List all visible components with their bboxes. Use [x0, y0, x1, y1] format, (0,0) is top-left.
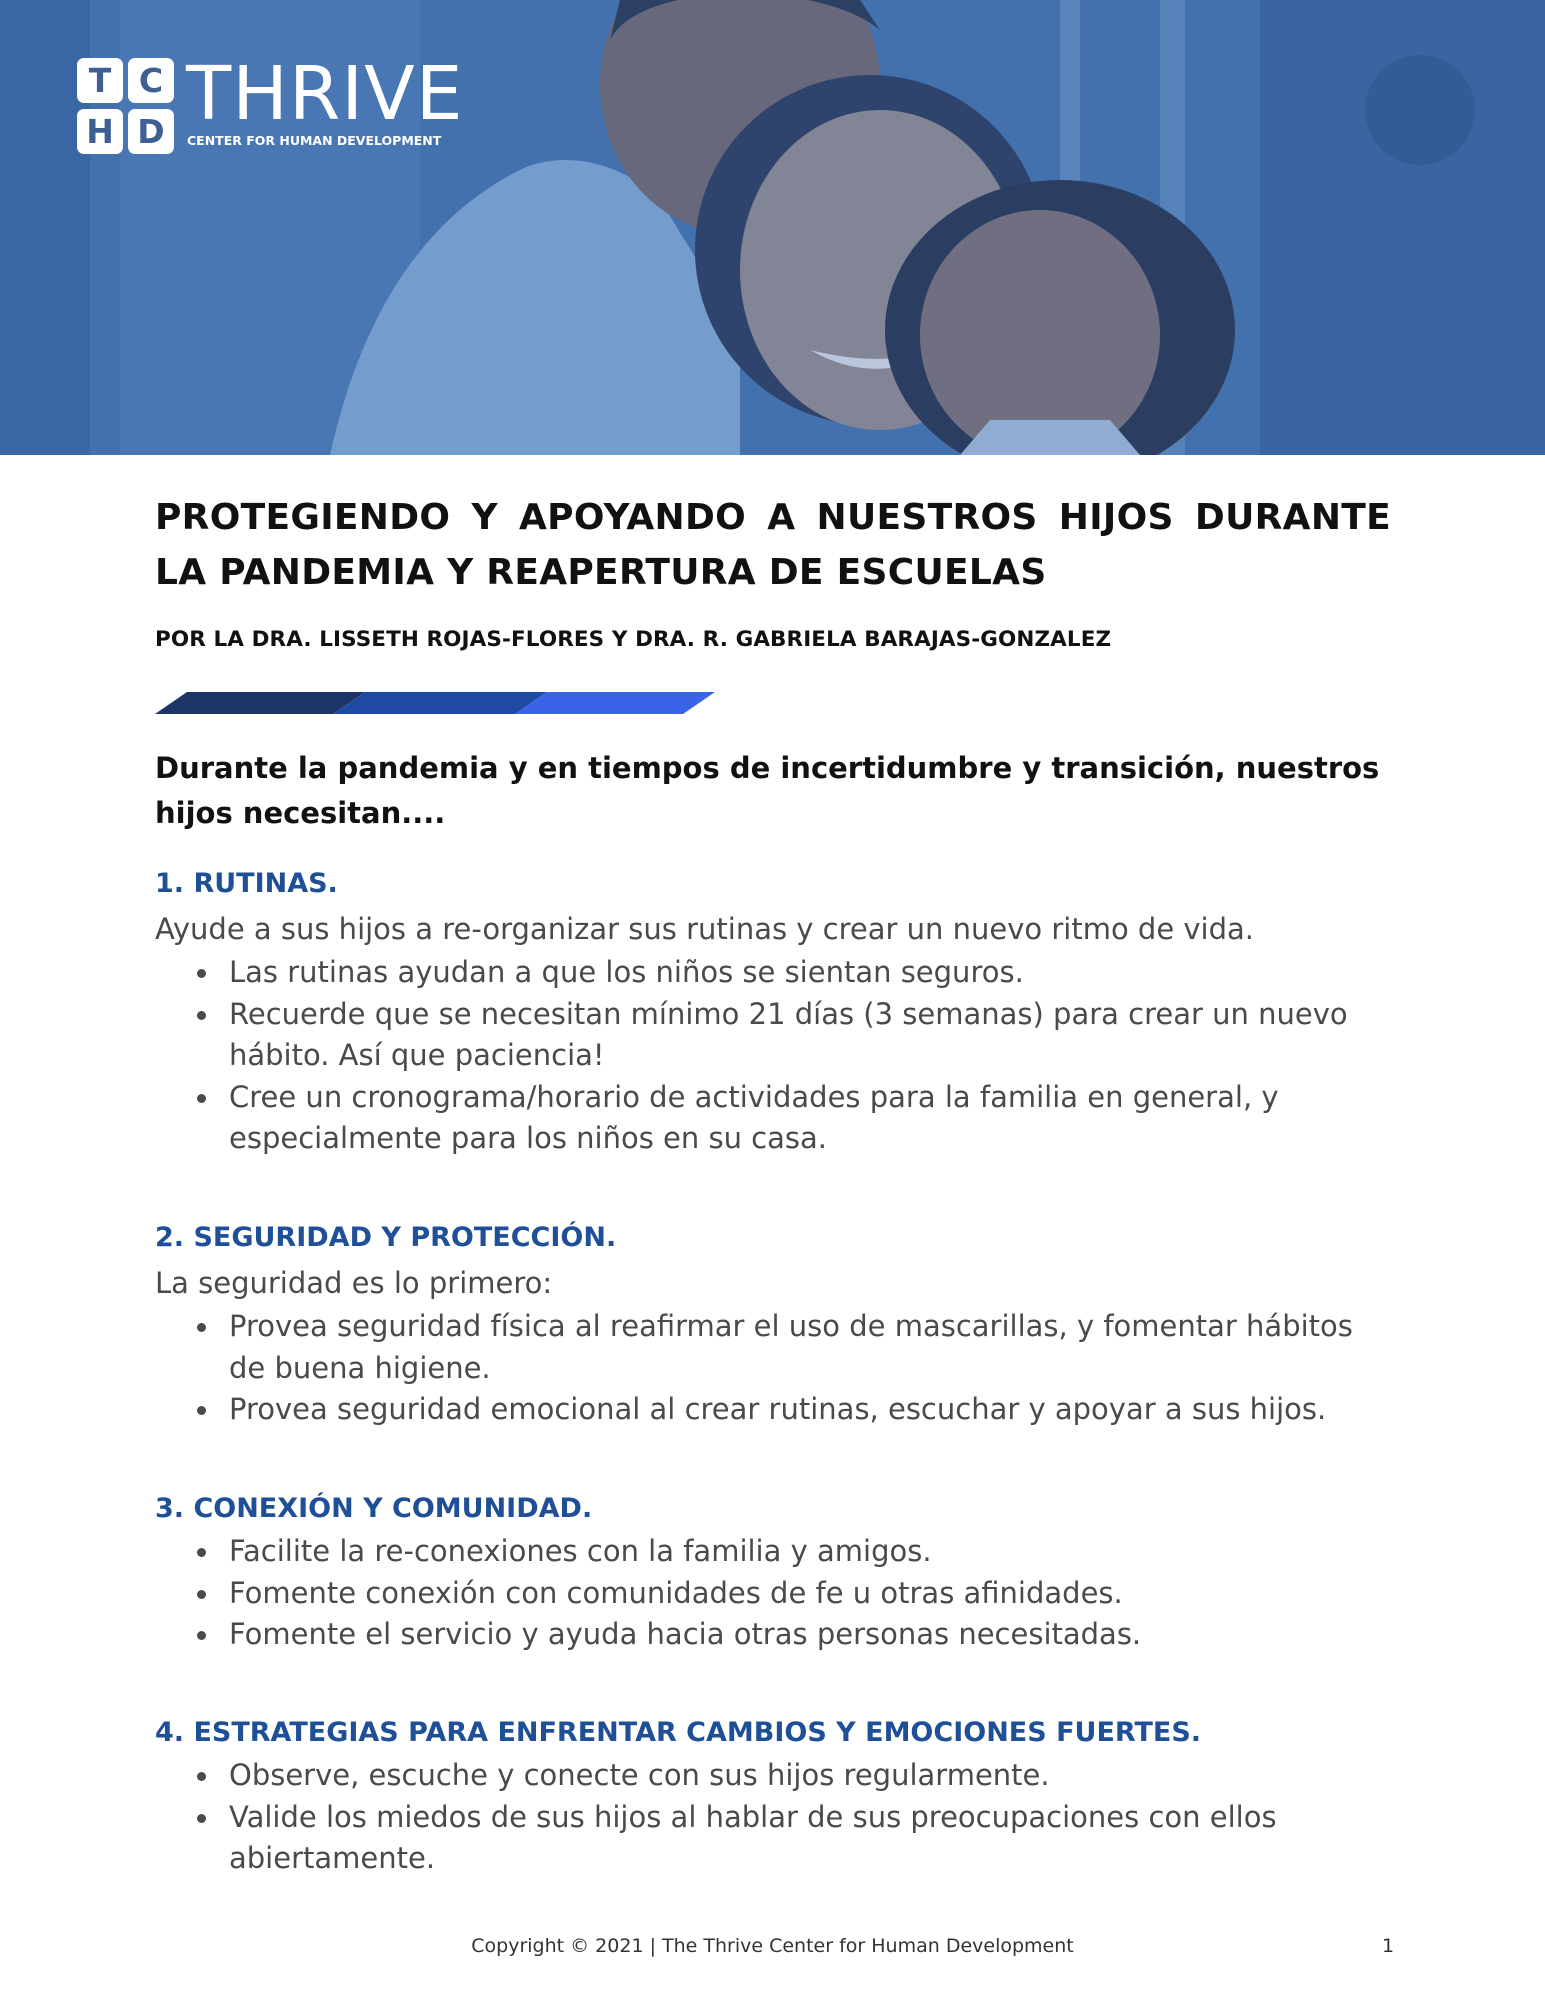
list-item-text: Fomente conexión con comunidades de fe u otras afinidades.: [229, 1575, 1123, 1610]
list-item: [155, 1306, 1391, 1389]
section-conexion: [155, 1487, 1391, 1656]
bullet-list: [155, 1755, 1391, 1880]
logo-tagline: CENTER FOR HUMAN DEVELOPMENT: [187, 133, 442, 148]
bullet-icon: [197, 1814, 206, 1823]
list-item-text: Cree un cronograma/horario de actividades para la familia en general, y especialmente para los niños en su casa.: [229, 1079, 1279, 1155]
logo-letter-d: D: [128, 109, 174, 154]
list-item-text: Recuerde que se necesitan mínimo 21 días (3 semanas) para crear un nuevo hábito. Así que paciencia!: [229, 996, 1348, 1072]
copyright-footer: Copyright © 2021 | The Thrive Center for Human Development: [471, 1935, 1074, 1957]
list-item-text: Observe, escuche y conecte con sus hijos regularmente.: [229, 1758, 1050, 1792]
list-item: [155, 952, 1391, 994]
list-item: [155, 1389, 1391, 1431]
bullet-icon: [197, 1011, 206, 1020]
title-line-1: PROTEGIENDO Y APOYANDO A NUESTROS HIJOS DURANTE: [155, 497, 1391, 538]
section-title: 1. RUTINAS.: [155, 868, 338, 899]
bullet-icon: [197, 1590, 206, 1599]
list-item: [155, 1531, 1391, 1573]
page-number: 1: [1382, 1935, 1395, 1957]
section-lead: La seguridad es lo primero:: [155, 1266, 553, 1300]
author-byline: POR LA DRA. LISSETH ROJAS-FLORES Y DRA. R. GABRIELA BARAJAS-GONZALEZ: [155, 627, 1112, 652]
bullet-list: [155, 1531, 1391, 1656]
logo-wordmark: THRIVE: [186, 51, 464, 137]
bullet-icon: [197, 1548, 206, 1557]
list-item: [155, 1614, 1391, 1656]
list-item-text: Provea seguridad física al reafirmar el uso de mascarillas, y fomentar hábitos de buena higiene.: [229, 1309, 1353, 1385]
list-item: [155, 1755, 1391, 1797]
logo-letter-t: T: [77, 58, 123, 103]
list-item: [155, 1573, 1391, 1615]
section-title: 2. SEGURIDAD Y PROTECCIÓN.: [155, 1222, 617, 1253]
bullet-icon: [197, 1772, 206, 1781]
bullet-list: [155, 952, 1391, 1160]
section-seguridad: [155, 1216, 1391, 1431]
bullet-icon: [197, 1406, 206, 1415]
logo-letter-c: C: [128, 58, 174, 103]
tchd-logo-mark: [77, 58, 177, 156]
list-item-text: Provea seguridad emocional al crear rutinas, escuchar y apoyar a sus hijos.: [229, 1392, 1327, 1426]
logo-letter-h: H: [77, 109, 123, 154]
title-line-2: LA PANDEMIA Y REAPERTURA DE ESCUELAS: [155, 552, 1047, 593]
bullet-icon: [197, 1094, 206, 1103]
intro-statement: Durante la pandemia y en tiempos de incertidumbre y transición, nuestros hijos necesitan....: [155, 751, 1380, 830]
section-title: 4. ESTRATEGIAS PARA ENFRENTAR CAMBIOS Y EMOCIONES FUERTES.: [155, 1717, 1202, 1748]
section-title: 3. CONEXIÓN Y COMUNIDAD.: [155, 1493, 593, 1524]
list-item-text: Valide los miedos de sus hijos al hablar de sus preocupaciones con ellos abiertamente.: [229, 1799, 1277, 1875]
decorative-stripe: [155, 692, 715, 714]
section-lead: Ayude a sus hijos a re-organizar sus rutinas y crear un nuevo ritmo de vida.: [155, 912, 1255, 946]
bullet-icon: [197, 1631, 206, 1640]
hero-banner: [0, 0, 1545, 455]
bullet-list: [155, 1306, 1391, 1431]
page-title: [155, 490, 1391, 600]
list-item: [155, 1077, 1391, 1160]
list-item: [155, 994, 1391, 1077]
bullet-icon: [197, 1323, 206, 1332]
section-estrategias: [155, 1711, 1391, 1880]
list-item-text: Fomente el servicio y ayuda hacia otras personas necesitadas.: [229, 1617, 1142, 1651]
list-item-text: Las rutinas ayudan a que los niños se sientan seguros.: [229, 955, 1024, 989]
bullet-icon: [197, 969, 206, 978]
section-rutinas: [155, 862, 1391, 1160]
list-item: [155, 1797, 1391, 1880]
list-item-text: Facilite la re-conexiones con la familia y amigos.: [229, 1534, 932, 1568]
